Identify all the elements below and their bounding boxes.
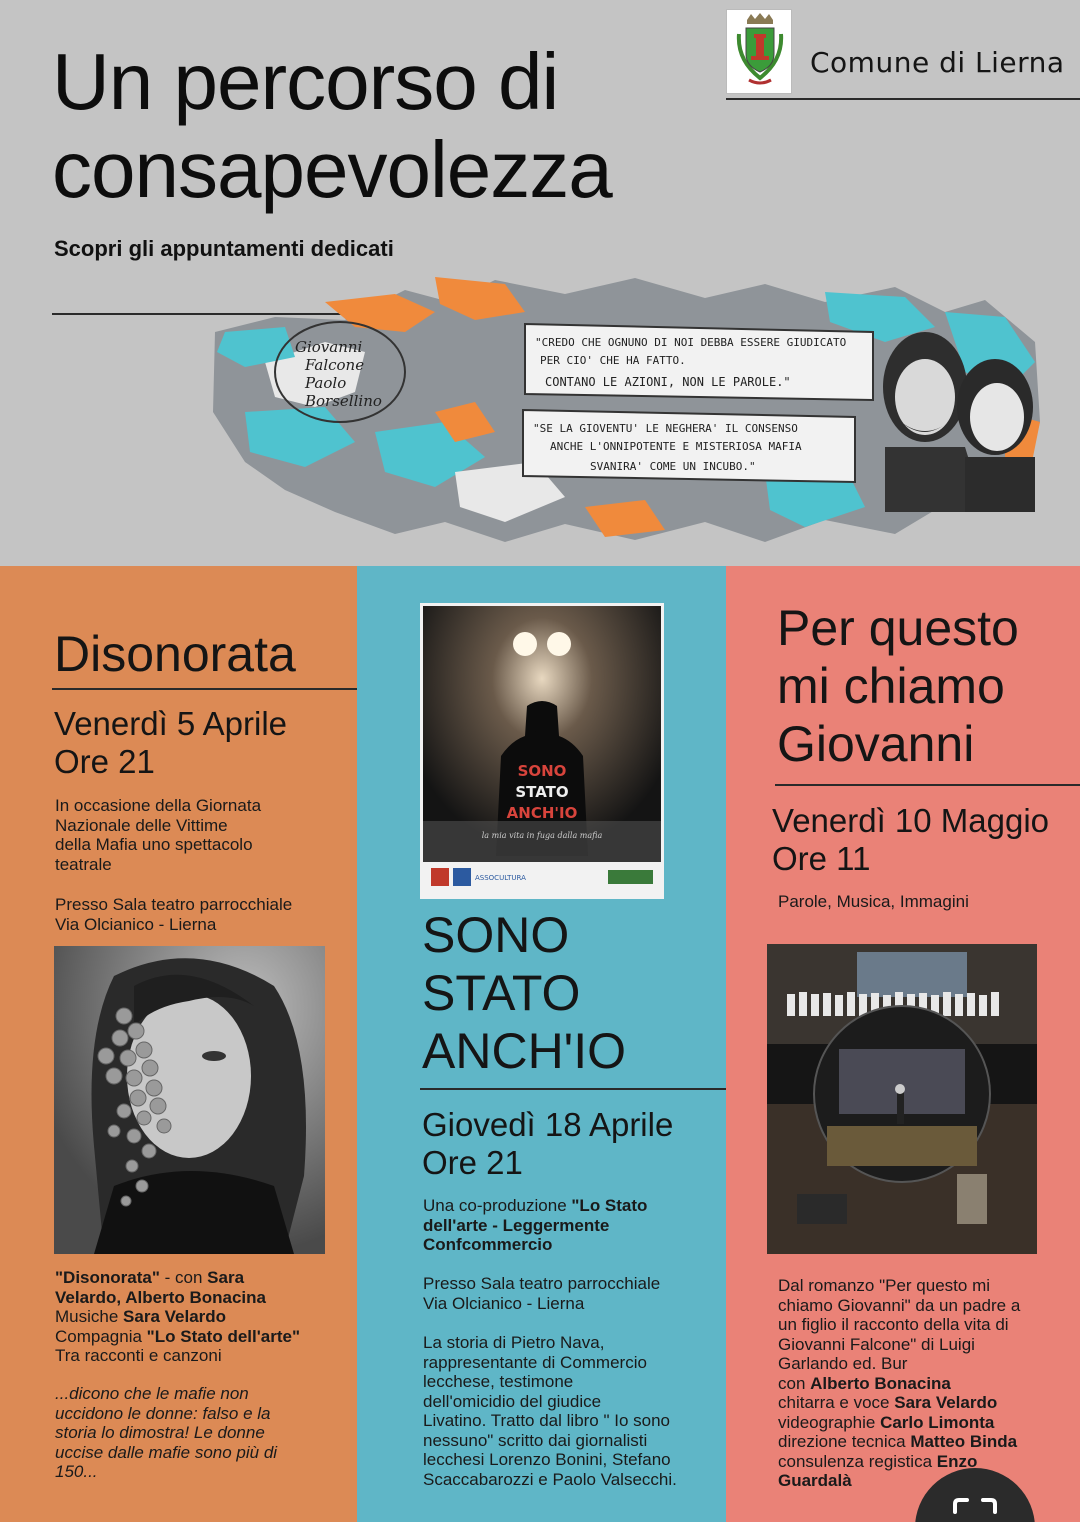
poster-title: STATO bbox=[515, 783, 569, 801]
event-description bbox=[55, 796, 261, 874]
poster-tagline: la mia vita in fuga dalla mafia bbox=[481, 831, 603, 840]
poster-title: ANCH'IO bbox=[506, 804, 578, 822]
text-line bbox=[778, 1413, 1020, 1433]
text-italic: uccidono le donne: falso e la bbox=[55, 1403, 271, 1423]
page-title-line1: Un percorso di bbox=[52, 37, 559, 126]
divider bbox=[726, 98, 1080, 100]
text-bold: Matteo Binda bbox=[910, 1432, 1018, 1451]
text-plain: Compagnia bbox=[55, 1326, 147, 1346]
text-bold: "Lo Stato dell'arte" bbox=[146, 1326, 301, 1346]
event-title bbox=[777, 599, 1019, 773]
text-plain: videographie bbox=[778, 1412, 881, 1432]
mural-quote-text: PER CIO' CHE HA FATTO. bbox=[540, 354, 686, 367]
page-subtitle: Scopri gli appuntamenti dedicati bbox=[54, 236, 394, 261]
text-plain: Musiche bbox=[55, 1307, 124, 1326]
text-line: Garlando ed. Bur bbox=[778, 1354, 908, 1373]
mural-quote-text: "CREDO CHE OGNUNO DI NOI DEBBA ESSERE GIUDICATO bbox=[535, 336, 847, 349]
event-date: Giovedì 18 Aprile bbox=[422, 1106, 674, 1143]
event-time: Ore 21 bbox=[54, 743, 155, 780]
text-bold: Carlo Limonta bbox=[880, 1412, 995, 1432]
text-bold: "Lo Stato bbox=[571, 1196, 648, 1215]
text-plain: direzione tecnica bbox=[778, 1432, 911, 1451]
event-production bbox=[423, 1196, 647, 1255]
text-line: nessuno" scritto dai giornalisti bbox=[423, 1430, 648, 1450]
text-line: Presso Sala teatro parrocchiale bbox=[423, 1274, 661, 1293]
title-line: SONO bbox=[422, 907, 570, 963]
text-line bbox=[55, 1327, 300, 1347]
text-line: La storia di Pietro Nava, bbox=[423, 1333, 605, 1352]
text-line: Scaccabarozzi e Paolo Valsecchi. bbox=[423, 1469, 677, 1489]
text-line bbox=[778, 1393, 1020, 1413]
text-plain: consulenza registica bbox=[778, 1451, 937, 1471]
text-line bbox=[423, 1196, 647, 1216]
text-plain: Una co-produzione bbox=[423, 1196, 572, 1215]
divider bbox=[775, 784, 1080, 786]
text-line: Livatino. Tratto dal libro " Io sono bbox=[423, 1411, 671, 1430]
comune-name: Comune di Lierna bbox=[810, 46, 1065, 79]
text-line: Nazionale delle Vittime bbox=[55, 815, 228, 835]
mural-quote-text: "SE LA GIOVENTU' LE NEGHERA' IL CONSENSO bbox=[533, 422, 798, 435]
event-title bbox=[422, 906, 626, 1080]
text-plain: con bbox=[778, 1373, 811, 1393]
comune-crest-logo bbox=[726, 9, 792, 94]
text-line bbox=[423, 1235, 647, 1255]
event-quote bbox=[55, 1384, 277, 1482]
title-line: mi chiamo bbox=[777, 658, 1005, 714]
text-bold: Velardo, Alberto Bonacina bbox=[55, 1287, 266, 1307]
page-title bbox=[52, 38, 612, 214]
text-bold: dell'arte - Leggermente bbox=[423, 1215, 610, 1235]
text-line: Via Olcianico - Lierna bbox=[55, 914, 217, 934]
text-line: lecchese, testimone bbox=[423, 1372, 574, 1391]
text-bold: Confcommercio bbox=[423, 1235, 553, 1254]
text-line: rappresentante di Commercio bbox=[423, 1352, 647, 1372]
text-italic: ...dicono che le mafie non bbox=[55, 1384, 249, 1403]
text-italic: storia lo dimostra! Le donne bbox=[55, 1423, 265, 1442]
event-poster bbox=[420, 603, 664, 899]
text-line: Presso Sala teatro parrocchiale bbox=[55, 895, 293, 914]
event-time: Ore 11 bbox=[772, 840, 871, 877]
text-bold: Sara bbox=[207, 1268, 245, 1287]
mural-quote-text: SVANIRA' COME UN INCUBO." bbox=[590, 460, 756, 473]
event-title: Disonorata bbox=[54, 626, 296, 682]
text-line: Dal romanzo "Per questo mi bbox=[778, 1276, 991, 1295]
event-credits bbox=[55, 1268, 300, 1366]
mural-quote-text: CONTANO LE AZIONI, NON LE PAROLE." bbox=[545, 375, 791, 389]
text-line: un figlio il racconto della vita di bbox=[778, 1315, 1009, 1334]
text-italic: 150... bbox=[55, 1462, 98, 1481]
text-bold: Guardalà bbox=[778, 1471, 852, 1490]
page-title-line2: consapevolezza bbox=[52, 125, 612, 214]
mural-signature: Giovanni bbox=[295, 338, 363, 356]
mural-signature: Falcone bbox=[305, 356, 365, 374]
text-line: Tra racconti e canzoni bbox=[55, 1346, 222, 1365]
event-date: Venerdì 5 Aprile bbox=[54, 705, 287, 742]
event-location bbox=[55, 895, 292, 934]
text-bold: Sara Velardo bbox=[894, 1393, 998, 1412]
text-bold: "Disonorata" bbox=[55, 1268, 160, 1287]
text-line bbox=[55, 1268, 300, 1288]
text-line: Via Olcianico - Lierna bbox=[423, 1293, 585, 1313]
text-line: teatrale bbox=[55, 854, 112, 874]
text-line bbox=[55, 1288, 300, 1308]
event-tags: Parole, Musica, Immagini bbox=[778, 892, 969, 911]
text-line: Giovanni Falcone" di Luigi bbox=[778, 1334, 975, 1354]
text-italic: uccise dalle mafie sono più di bbox=[55, 1442, 278, 1462]
text-line bbox=[778, 1432, 1020, 1452]
mural-signature: Paolo bbox=[305, 374, 347, 392]
text-line bbox=[55, 1307, 300, 1327]
text-line: della Mafia uno spettacolo bbox=[55, 835, 253, 854]
event-photo-concert bbox=[767, 944, 1037, 1254]
text-line: lecchesi Lorenzo Bonini, Stefano bbox=[423, 1450, 671, 1469]
text-line: chiamo Giovanni" da un padre a bbox=[778, 1295, 1021, 1315]
text-line: dell'omicidio del giudice bbox=[423, 1391, 602, 1411]
header bbox=[0, 0, 1080, 566]
text-bold: Alberto Bonacina bbox=[810, 1373, 951, 1393]
event-photo-disonorata bbox=[54, 946, 325, 1254]
title-line: Giovanni bbox=[777, 716, 975, 772]
title-line: Per questo bbox=[777, 600, 1019, 656]
title-line: STATO bbox=[422, 965, 581, 1021]
poster-title: SONO bbox=[517, 762, 567, 780]
event-time: Ore 21 bbox=[422, 1144, 523, 1181]
event-date: Venerdì 10 Maggio bbox=[772, 802, 1050, 839]
text-plain: chitarra e voce bbox=[778, 1393, 895, 1412]
scan-icon bbox=[915, 1468, 1035, 1522]
divider bbox=[420, 1088, 726, 1090]
mural-signature: Borsellino bbox=[305, 392, 382, 410]
mural-image bbox=[205, 272, 1045, 547]
event-description bbox=[778, 1276, 1020, 1491]
event-description bbox=[423, 1333, 677, 1489]
scan-button[interactable] bbox=[915, 1468, 1035, 1522]
poster-logo: ASSOCULTURA bbox=[475, 874, 526, 882]
mural-quote-text: ANCHE L'ONNIPOTENTE E MISTERIOSA MAFIA bbox=[550, 440, 802, 453]
text-line bbox=[423, 1216, 647, 1236]
text-line: In occasione della Giornata bbox=[55, 796, 262, 815]
text-plain: - con bbox=[159, 1268, 208, 1287]
divider bbox=[52, 688, 357, 690]
text-bold: Enzo bbox=[936, 1451, 978, 1471]
text-bold: Sara Velardo bbox=[123, 1307, 227, 1326]
event-location bbox=[423, 1274, 660, 1313]
title-line: ANCH'IO bbox=[422, 1023, 627, 1079]
text-line bbox=[778, 1374, 1020, 1394]
